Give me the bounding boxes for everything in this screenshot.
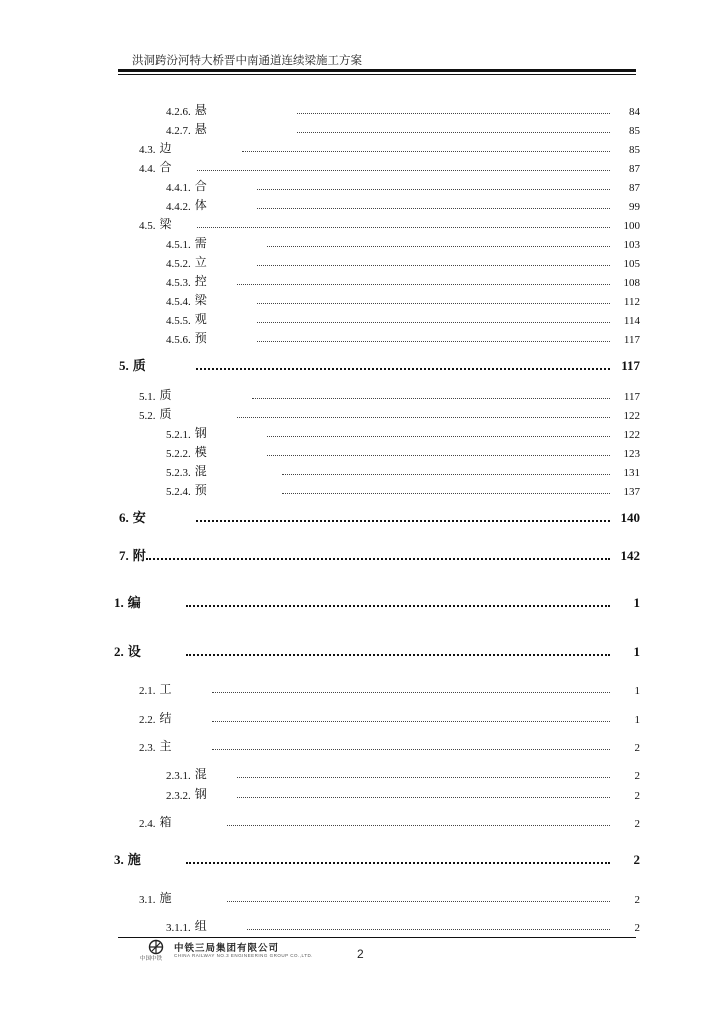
- toc-entry[interactable]: [166, 197, 640, 213]
- toc-entry-page: 122: [623, 429, 640, 441]
- toc-entry-page: 140: [620, 510, 640, 525]
- toc-leader-dots: [212, 721, 610, 722]
- toc-entry-page: 117: [623, 334, 640, 346]
- toc-entry-title: 需: [194, 236, 207, 250]
- toc-entry-number: 2.: [114, 644, 124, 659]
- toc-entry[interactable]: [166, 102, 640, 118]
- toc-entry-page: 123: [623, 448, 640, 460]
- toc-entry-page: 112: [623, 296, 640, 308]
- toc-entry-number: 4.5.3.: [166, 277, 191, 289]
- toc-entry[interactable]: [119, 510, 640, 526]
- toc-entry-number: 4.5.2.: [166, 258, 191, 270]
- toc-entry[interactable]: [139, 159, 640, 175]
- toc-entry-title: 施: [127, 853, 141, 868]
- toc-entry-title: 附: [132, 549, 146, 564]
- toc-entry-title: 模: [194, 445, 207, 459]
- toc-entry-page: 2: [633, 852, 640, 867]
- toc-entry-page: 131: [623, 467, 640, 479]
- toc-entry-page: 1: [634, 685, 640, 697]
- toc-entry[interactable]: [166, 121, 640, 137]
- toc-entry-page: 87: [629, 163, 640, 175]
- toc-entry-page: 114: [623, 315, 640, 327]
- toc-leader-dots: [282, 493, 610, 494]
- toc-entry-title: 预: [194, 483, 207, 497]
- toc-entry[interactable]: [166, 235, 640, 251]
- toc-leader-dots: [186, 605, 610, 607]
- toc-entry-title: 质: [132, 359, 146, 374]
- toc-entry-page: 137: [623, 486, 640, 498]
- toc-leader-dots: [196, 368, 610, 370]
- toc-entry-title: 观: [194, 312, 207, 326]
- footer-company: 中铁三局集团有限公司: [174, 943, 280, 954]
- toc-entry[interactable]: [114, 595, 640, 611]
- header-rule: [118, 69, 636, 72]
- toc-entry-title: 安: [132, 511, 146, 526]
- toc-entry[interactable]: [119, 548, 640, 564]
- toc-entry-number: 5.2.: [139, 410, 156, 422]
- toc-leader-dots: [186, 654, 610, 656]
- toc-entry[interactable]: [166, 178, 640, 194]
- toc-leader-dots: [257, 341, 610, 342]
- toc-entry[interactable]: [166, 918, 640, 934]
- toc-entry-title: 梁: [194, 293, 207, 307]
- toc-entry[interactable]: [139, 216, 640, 232]
- toc-entry-page: 99: [629, 201, 640, 213]
- toc-leader-dots: [297, 132, 610, 133]
- toc-entry[interactable]: [166, 425, 640, 441]
- toc-entry-title: 混: [194, 767, 207, 781]
- toc-leader-dots: [297, 113, 610, 114]
- toc-leader-dots: [257, 265, 610, 266]
- toc-entry-title: 箱: [159, 815, 172, 829]
- toc-leader-dots: [197, 170, 610, 171]
- toc-entry-number: 4.5.: [139, 220, 156, 232]
- toc-entry[interactable]: [139, 387, 640, 403]
- toc-leader-dots: [186, 862, 610, 864]
- toc-entry[interactable]: [166, 766, 640, 782]
- toc-entry-number: 2.2.: [139, 714, 156, 726]
- toc-entry-title: 主: [159, 739, 172, 753]
- toc-entry-title: 梁: [159, 217, 172, 231]
- toc-entry-number: 5.2.1.: [166, 429, 191, 441]
- toc-leader-dots: [227, 901, 610, 902]
- toc-entry-number: 7.: [119, 548, 129, 563]
- toc-leader-dots: [146, 558, 610, 560]
- toc-entry-page: 1: [633, 595, 640, 610]
- toc-entry-number: 5.: [119, 358, 129, 373]
- toc-leader-dots: [282, 474, 610, 475]
- toc-leader-dots: [237, 417, 610, 418]
- toc-entry[interactable]: [114, 852, 640, 868]
- toc-entry-number: 6.: [119, 510, 129, 525]
- toc-entry-number: 1.: [114, 595, 124, 610]
- toc-entry[interactable]: [166, 311, 640, 327]
- toc-entry[interactable]: [139, 406, 640, 422]
- toc-entry-title: 质: [159, 388, 172, 402]
- toc-entry[interactable]: [166, 292, 640, 308]
- toc-entry-title: 设: [127, 645, 141, 660]
- toc-leader-dots: [237, 777, 610, 778]
- toc-entry[interactable]: [166, 786, 640, 802]
- toc-entry-number: 2.4.: [139, 818, 156, 830]
- toc-entry[interactable]: [114, 644, 640, 660]
- toc-entry-title: 施: [159, 891, 172, 905]
- footer-brand: 中国中铁: [140, 956, 163, 962]
- toc-entry-number: 4.4.1.: [166, 182, 191, 194]
- toc-entry-page: 103: [623, 239, 640, 251]
- toc-leader-dots: [212, 692, 610, 693]
- toc-entry-number: 3.1.: [139, 894, 156, 906]
- toc-entry-page: 85: [629, 125, 640, 137]
- page-number: 2: [357, 947, 364, 961]
- toc-entry-page: 2: [634, 922, 640, 934]
- toc-entry-number: 3.1.1.: [166, 922, 191, 934]
- toc-entry-number: 4.4.: [139, 163, 156, 175]
- toc-entry-page: 105: [623, 258, 640, 270]
- toc-entry-number: 5.1.: [139, 391, 156, 403]
- toc-entry[interactable]: [139, 738, 640, 754]
- toc-entry-title: 钢: [194, 426, 207, 440]
- toc-entry-title: 工: [159, 682, 172, 696]
- toc-entry-page: 84: [629, 106, 640, 118]
- toc-entry-number: 4.2.6.: [166, 106, 191, 118]
- toc-leader-dots: [237, 797, 610, 798]
- toc-entry-title: 混: [194, 464, 207, 478]
- toc-leader-dots: [196, 520, 610, 522]
- toc-entry-title: 预: [194, 331, 207, 345]
- toc-entry-number: 4.5.5.: [166, 315, 191, 327]
- toc-entry-number: 5.2.4.: [166, 486, 191, 498]
- toc-entry[interactable]: [166, 482, 640, 498]
- toc-entry-page: 85: [629, 144, 640, 156]
- toc-leader-dots: [197, 227, 610, 228]
- toc-leader-dots: [257, 322, 610, 323]
- toc-entry-number: 2.3.: [139, 742, 156, 754]
- toc-entry[interactable]: [139, 814, 640, 830]
- toc-entry-number: 4.3.: [139, 144, 156, 156]
- footer-rule: [118, 937, 636, 938]
- toc-entry-page: 1: [634, 714, 640, 726]
- toc-entry-page: 2: [634, 894, 640, 906]
- toc-leader-dots: [257, 208, 610, 209]
- toc-leader-dots: [257, 303, 610, 304]
- toc-entry-title: 体: [194, 198, 207, 212]
- toc-entry-number: 3.: [114, 852, 124, 867]
- toc-entry-page: 2: [634, 770, 640, 782]
- toc-entry-page: 100: [623, 220, 640, 232]
- toc-leader-dots: [237, 284, 610, 285]
- toc-leader-dots: [267, 455, 610, 456]
- toc-entry-title: 编: [127, 596, 141, 611]
- toc-leader-dots: [267, 436, 610, 437]
- toc-entry-title: 合: [159, 160, 172, 174]
- toc-entry-title: 钢: [194, 787, 207, 801]
- toc-entry[interactable]: [139, 140, 640, 156]
- toc-entry-title: 控: [194, 274, 207, 288]
- toc-entry-number: 2.3.1.: [166, 770, 191, 782]
- footer-company-english: CHINA RAILWAY NO.3 ENGINEERING GROUP CO.,LTD.: [174, 953, 313, 958]
- toc-entry-page: 2: [634, 818, 640, 830]
- toc-entry-title: 悬: [194, 122, 207, 136]
- toc-entry-page: 87: [629, 182, 640, 194]
- toc-entry-number: 4.5.6.: [166, 334, 191, 346]
- toc-entry-number: 2.3.2.: [166, 790, 191, 802]
- toc-entry[interactable]: [139, 890, 640, 906]
- toc-leader-dots: [267, 246, 610, 247]
- toc-entry[interactable]: [166, 330, 640, 346]
- toc-entry[interactable]: [139, 710, 640, 726]
- toc-entry-title: 边: [159, 141, 172, 155]
- toc-entry-title: 结: [159, 711, 172, 725]
- toc-entry-title: 立: [194, 255, 207, 269]
- toc-leader-dots: [227, 825, 610, 826]
- toc-entry[interactable]: [166, 254, 640, 270]
- toc-entry-page: 142: [620, 548, 640, 563]
- toc-entry-page: 2: [634, 742, 640, 754]
- toc-entry[interactable]: [166, 273, 640, 289]
- toc-entry-number: 4.2.7.: [166, 125, 191, 137]
- toc-leader-dots: [252, 398, 610, 399]
- toc-entry-number: 4.5.4.: [166, 296, 191, 308]
- toc-entry-title: 合: [194, 179, 207, 193]
- toc-entry[interactable]: [119, 358, 640, 374]
- toc-entry[interactable]: [166, 463, 640, 479]
- toc-leader-dots: [242, 151, 610, 152]
- toc-leader-dots: [212, 749, 610, 750]
- toc-entry-page: 122: [623, 410, 640, 422]
- toc-entry[interactable]: [166, 444, 640, 460]
- toc-entry-title: 质: [159, 407, 172, 421]
- toc-entry-number: 4.5.1.: [166, 239, 191, 251]
- toc-entry-title: 悬: [194, 103, 207, 117]
- toc-entry[interactable]: [139, 681, 640, 697]
- toc-entry-number: 2.1.: [139, 685, 156, 697]
- header-title: 洪洞跨汾河特大桥晋中南通道连续梁施工方案: [132, 53, 362, 67]
- toc-entry-number: 4.4.2.: [166, 201, 191, 213]
- toc-entry-page: 117: [621, 358, 640, 373]
- toc-entry-page: 108: [623, 277, 640, 289]
- toc-entry-number: 5.2.3.: [166, 467, 191, 479]
- toc-entry-title: 组: [194, 919, 207, 933]
- toc-entry-page: 117: [623, 391, 640, 403]
- toc-leader-dots: [257, 189, 610, 190]
- toc-entry-page: 1: [633, 644, 640, 659]
- toc-entry-number: 5.2.2.: [166, 448, 191, 460]
- toc-entry-page: 2: [634, 790, 640, 802]
- toc-leader-dots: [247, 929, 610, 930]
- header-rule-thin: [118, 74, 636, 75]
